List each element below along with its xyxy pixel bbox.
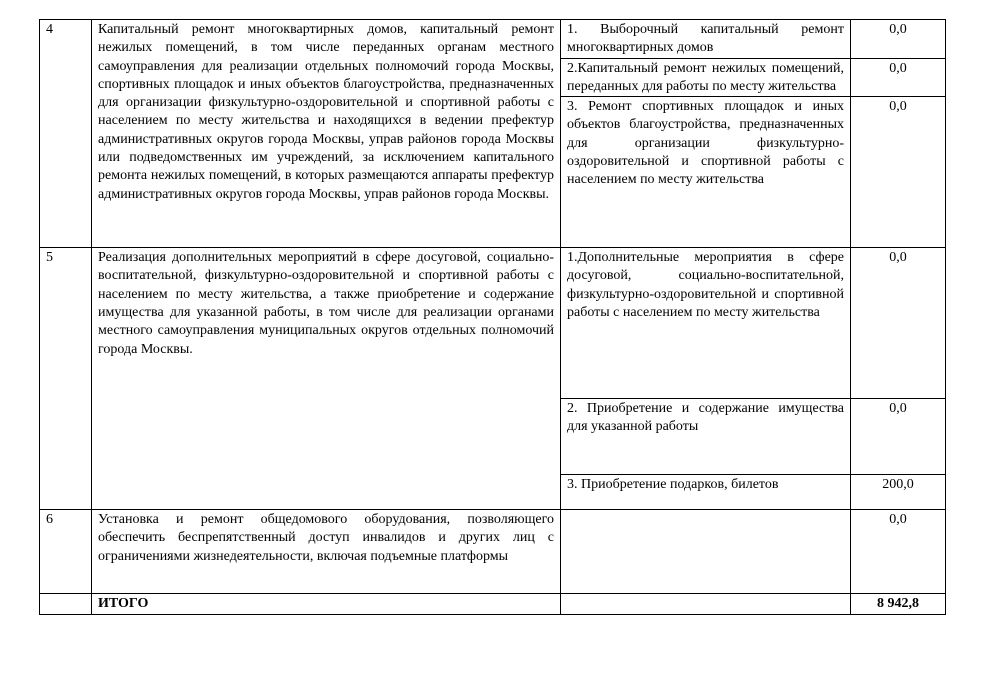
sub-item-amount: 0,0: [851, 20, 946, 59]
total-empty-cell: [561, 594, 851, 615]
row-description: Капитальный ремонт многоквартирных домов, капитальный ремонт нежилых помещений, в том числе переданных органам местного самоуправления для реализации отдельных полномочий города Москвы, спортивных площадок и иных объектов благоустройства, предназначенных для организации физкультурно-оздоровительной и спортивной работы с населением по месту жительства и находящихся в ведении префектур административных округов города Москвы, управ районов города Москвы или подведомственных им учреждений, за исключением капитального ремонта нежилых помещений, в которых размещаются аппараты префектур административных округов города Москвы, управ районов города Москвы.: [92, 20, 561, 248]
sub-item-label: 2.Капитальный ремонт нежилых помещений, переданных для работы по месту жительства: [561, 58, 851, 97]
table-row: [40, 20, 946, 59]
total-row: [40, 594, 946, 615]
sub-item-amount: 0,0: [851, 97, 946, 248]
table-row: [40, 510, 946, 594]
sub-item-label: 1.Дополнительные мероприятия в сфере досуговой, социально-воспитательной, физкультурно-оздоровительной и спортивной работы с населением по месту жительства: [561, 248, 851, 399]
sub-item-label: 1. Выборочный капитальный ремонт многоквартирных домов: [561, 20, 851, 59]
total-number-cell: [40, 594, 92, 615]
sub-item-amount: 0,0: [851, 510, 946, 594]
row-number: 4: [40, 20, 92, 248]
sub-item-amount: 200,0: [851, 475, 946, 510]
budget-table: [39, 19, 946, 615]
sub-item-amount: 0,0: [851, 248, 946, 399]
sub-item-label: [561, 510, 851, 594]
sub-item-amount: 0,0: [851, 58, 946, 97]
table-row: [40, 248, 946, 399]
row-number: 6: [40, 510, 92, 594]
row-description: Установка и ремонт общедомового оборудования, позволяющего обеспечить беспрепятственный доступ инвалидов и других лиц с ограничениями жизнедеятельности, включая подъемные платформы: [92, 510, 561, 594]
sub-item-amount: 0,0: [851, 399, 946, 475]
sub-item-label: 3. Приобретение подарков, билетов: [561, 475, 851, 510]
total-label: ИТОГО: [92, 594, 561, 615]
sub-item-label: 3. Ремонт спортивных площадок и иных объектов благоустройства, предназначенных для организации физкультурно-оздоровительной и спортивной работы с населением по месту жительства: [561, 97, 851, 248]
total-amount: 8 942,8: [851, 594, 946, 615]
sub-item-label: 2. Приобретение и содержание имущества для указанной работы: [561, 399, 851, 475]
row-number: 5: [40, 248, 92, 510]
row-description: Реализация дополнительных мероприятий в сфере досуговой, социально-воспитательной, физкультурно-оздоровительной и спортивной работы с населением по месту жительства, а также приобретение и содержание имущества для указанной работы, в том числе для реализации органами местного самоуправления муниципальных округов отдельных полномочий города Москвы.: [92, 248, 561, 510]
